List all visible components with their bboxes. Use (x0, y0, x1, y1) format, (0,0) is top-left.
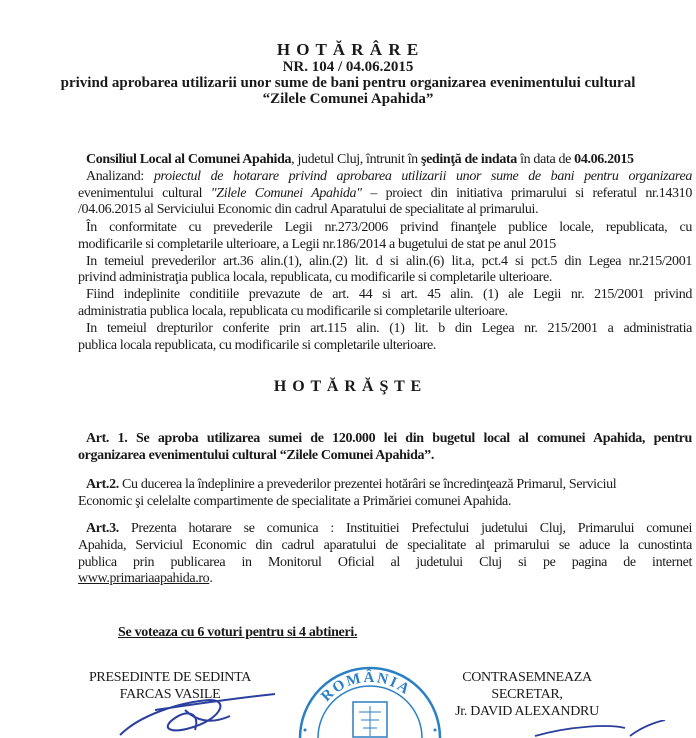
legal-basis (78, 220, 692, 354)
subject-line-2: “Zilele Comunei Apahida” (262, 91, 434, 107)
analizand-line-3: /04.06.2015 al Serviciului Economic din cadrul Aparatului de specialitate al primarului. (78, 202, 539, 218)
secretary-signature (530, 720, 670, 738)
article-2: Art.2. Cu ducerea la îndeplinire a prevederilor prezentei hotărâri se încredinţează Primarul, Serviciul Economic şi celelalte compartimente de specialitate a Primăriei comunei Apahida. (78, 477, 617, 509)
decision-heading: H O T Ă R Ă Ş T E (273, 378, 423, 395)
legal-basis-line: In temeiul prevederilor art.36 alin.(1), alin.(2) lit. d si alin.(6) lit.a, pct.4 si pct.5 din Legea nr.215/2001 (86, 253, 692, 269)
legal-basis-line: privind administraţia publica locala, republicata, cu modificarile si completarile ulterioare. (78, 270, 553, 286)
article-3: Art.3. Prezenta hotarare se comunica : Instituitiei Prefectului judetului Cluj, Primarului comunei Apahida, Serviciul Economic din cadrul aparatului de specialitate al primarului se aduce la cunostinta publica prin publicarea in Monitorul Oficial al judetului Cluj si pe pagina de internet www.primariaapahida.ro. (78, 521, 692, 587)
website-link[interactable]: www.primariaapahida.ro (78, 571, 210, 587)
subject-line-1: privind aprobarea utilizarii unor sume de bani pentru organizarea evenimentului cultural (60, 75, 636, 91)
legal-basis-line: În conformitate cu prevederile Legii nr.273/2006 privind finanţele publice locale, republicata, cu (86, 220, 692, 235)
legal-basis-line: modificarile si completarile ulterioare, a Legii nr.186/2014 a bugetului de stat pe anul 2015 (78, 236, 556, 252)
secretary-signature-block: CONTRASEMNEAZA SECRETAR, Jr. DAVID ALEXANDRU (455, 670, 599, 719)
vote-result: Se voteaza cu 6 voturi pentru si 4 abtineri. (118, 625, 358, 640)
legal-basis-line: administratia publica locala, republicata cu modificarile si completarile ulterioare. (78, 303, 508, 319)
legal-basis-line: Fiind indeplinite conditiile prevazute de art. 44 si art. 45 alin. (1) ale Legii nr. 215/2001 privind (86, 287, 692, 303)
preamble (78, 152, 692, 219)
decision-number: NR. 104 / 04.06.2015 (282, 59, 414, 75)
official-stamp (295, 660, 445, 738)
article-1: Art. 1. Se aproba utilizarea sumei de 120.000 lei din bugetul local al comunei Apahida, pentru organizarea evenimentului cultural “Zilele Comunei Apahida”. (78, 431, 692, 463)
president-signature-block: PRESEDINTE DE SEDINTA FARCAS VASILE (88, 670, 252, 702)
legal-basis-line: publica locala republicata, cu modificarile si completarile ulterioare. (78, 337, 437, 353)
analizand-line-2: evenimentului cultural "Zilele Comunei Apahida" – proiect din initiativa primarului si referatul nr.14310 (78, 185, 692, 201)
legal-basis-line: In temeiul drepturilor conferite prin art.115 alin. (1) lit. b din Legea nr. 215/2001 a administratia (86, 320, 692, 336)
analizand-line-1: Analizand: proiectul de hotarare privind aprobarea utilizarii unor sume de bani pentru organizarea (86, 168, 692, 184)
svg-text:ROMÂNIA: ROMÂNIA (318, 669, 414, 705)
president-signature (100, 680, 290, 738)
council-line: Consiliul Local al Comunei Apahida, judetul Cluj, întrunit în şedinţă de indata în data de 04.06.2015 (86, 152, 634, 167)
document-title: H O T Ă R Â R E (276, 40, 420, 59)
